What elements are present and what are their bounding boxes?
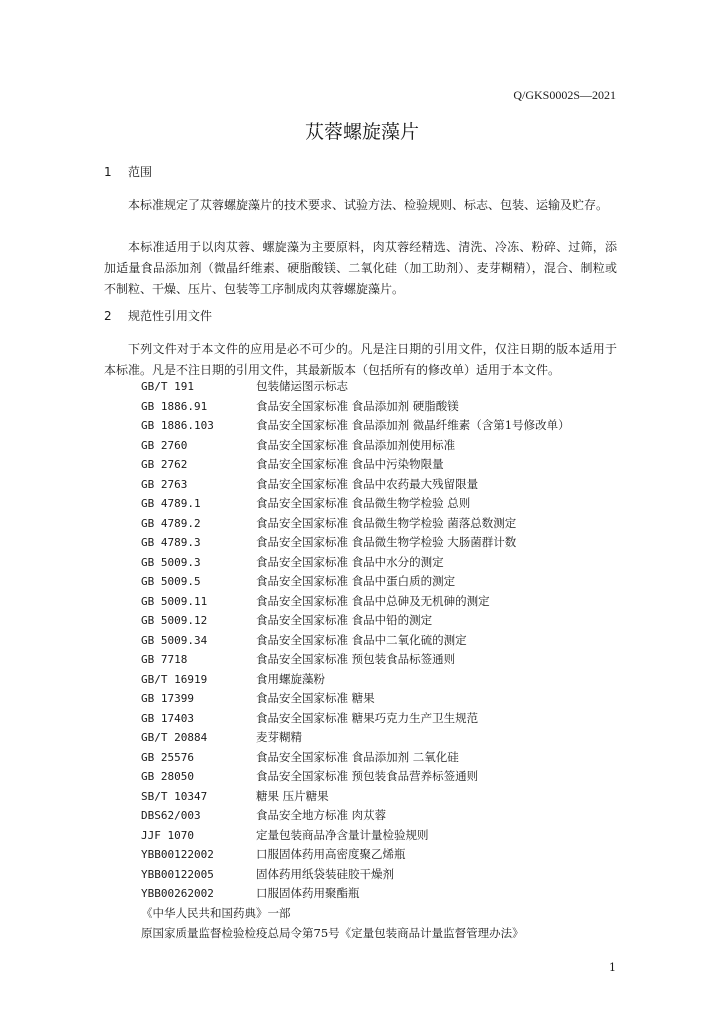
section-number: 2 [104,309,112,323]
reference-title: 食品安全国家标准 食品添加剂 硬脂酸镁 [256,398,459,413]
reference-code: GB 5009.34 [141,633,208,647]
reference-extra: 原国家质量监督检验检疫总局令第75号《定量包装商品计量监督管理办法》 [141,926,524,940]
reference-title: 食品安全国家标准 食品中蛋白质的测定 [256,574,456,588]
reference-title: 食品安全国家标准 食品中水分的测定 [256,554,444,569]
document-number: Q/GKS0002S—2021 [513,88,616,102]
reference-title: 食品安全国家标准 食品添加剂 二氧化硅 [256,749,459,764]
reference-item [141,437,570,457]
reference-code: GB 5009.3 [141,555,201,569]
reference-title: 食品安全国家标准 食品微生物学检验 大肠菌群计数 [256,535,517,549]
reference-title: 食品安全国家标准 食品中农药最大残留限量 [256,476,479,491]
reference-title: 食品安全国家标准 食品中二氧化硫的测定 [256,632,467,647]
reference-code: GB 4789.3 [141,536,201,549]
reference-item [141,632,570,652]
reference-title: 食品安全国家标准 预包装食品标签通则 [256,652,456,666]
reference-code: GB 1886.91 [141,399,208,413]
reference-title: 食品安全国家标准 糖果 [256,691,375,705]
reference-item [141,573,570,593]
reference-title: 食品安全国家标准 食品微生物学检验 总则 [256,496,471,510]
reference-code: GB/T 191 [141,380,194,393]
reference-item [141,476,570,496]
reference-title: 食品安全国家标准 食品微生物学检验 菌落总数测定 [256,515,517,530]
document-title: 苁蓉螺旋藻片 [304,121,419,143]
reference-item [141,417,570,437]
reference-item [141,398,570,418]
reference-item [141,827,570,847]
reference-code: GB 7718 [141,653,188,666]
reference-code: GB 5009.5 [141,575,201,588]
reference-item [141,710,570,730]
section-number: 1 [104,165,112,179]
reference-title: 食品安全地方标准 肉苁蓉 [256,808,387,822]
reference-item [141,612,570,632]
reference-item [141,807,570,827]
reference-item [141,749,570,769]
page-number: 1 [609,961,616,974]
reference-title: 食品安全国家标准 食品中总砷及无机砷的测定 [256,593,490,608]
reference-item [141,885,570,905]
reference-title: 麦芽糊精 [256,730,302,744]
reference-item [141,788,570,808]
reference-item [141,515,570,535]
reference-code: GB 2763 [141,477,188,491]
reference-code: YBB00122002 [141,848,214,861]
reference-title: 定量包装商品净含量计量检验规则 [256,827,429,842]
reference-title: 食品安全国家标准 食品添加剂使用标准 [256,437,456,452]
reference-item [141,593,570,613]
reference-code: GB 17403 [141,711,194,725]
reference-title: 食品安全国家标准 预包装食品营养标签通则 [256,769,479,783]
reference-extra: 《中华人民共和国药典》一部 [141,906,291,920]
reference-title: 口服固体药用聚酯瓶 [256,886,360,900]
reference-item [141,378,570,398]
reference-title: 食品安全国家标准 食品添加剂 微晶纤维素（含第1号修改单） [256,418,570,432]
reference-item [141,690,570,710]
reference-list [141,378,570,905]
reference-item [141,768,570,788]
reference-code: GB 1886.103 [141,419,214,432]
section-2-heading [104,307,212,324]
reference-item [141,456,570,476]
section-1-heading [104,163,152,180]
reference-code: GB 28050 [141,770,194,783]
paragraph: 本标准规定了苁蓉螺旋藻片的技术要求、试验方法、检验规则、标志、包装、运输及贮存。 [128,198,609,212]
reference-item [141,846,570,866]
section-title: 范围 [128,165,153,179]
reference-title: 糖果 压片糖果 [256,788,329,803]
reference-code: GB 4789.1 [141,497,201,510]
reference-item [141,651,570,671]
reference-title: 包装储运图示标志 [256,379,348,393]
reference-code: GB 25576 [141,750,194,764]
reference-title: 固体药用纸袋装硅胶干燥剂 [256,866,394,881]
reference-item [141,534,570,554]
reference-title: 食用螺旋藻粉 [256,671,325,686]
section-title: 规范性引用文件 [128,309,213,323]
reference-code: GB 2760 [141,438,188,452]
reference-code: YBB00262002 [141,887,214,900]
reference-code: GB 17399 [141,692,194,705]
reference-title: 口服固体药用高密度聚乙烯瓶 [256,847,406,861]
reference-code: GB 2762 [141,458,188,471]
reference-item [141,495,570,515]
reference-code: GB/T 16919 [141,672,208,686]
reference-code: SB/T 10347 [141,789,208,803]
reference-code: JJF 1070 [141,828,194,842]
reference-code: YBB00122005 [141,867,214,881]
reference-code: GB 5009.11 [141,594,208,608]
reference-title: 食品安全国家标准 食品中铅的测定 [256,613,433,627]
reference-item [141,729,570,749]
paragraph: 本标准适用于以肉苁蓉、螺旋藻为主要原料，肉苁蓉经精选、清洗、冷冻、粉碎、过筛，添加适量食品添加剂（微晶纤维素、硬脂酸镁、二氧化硅（加工助剂）、麦芽糊精），混合、制粒或不制粒、干燥、压片、包装等工序制成肉苁蓉螺旋藻片。 [104,240,617,296]
paragraph: 下列文件对于本文件的应用是必不可少的。凡是注日期的引用文件，仅注日期的版本适用于本标准。凡是不注日期的引用文件，其最新版本（包括所有的修改单）适用于本文件。 [104,342,617,377]
reference-title: 食品安全国家标准 糖果巧克力生产卫生规范 [256,710,479,725]
reference-code: GB 4789.2 [141,516,201,530]
reference-item [141,554,570,574]
reference-item [141,671,570,691]
reference-code: DBS62/003 [141,809,201,822]
reference-code: GB 5009.12 [141,614,208,627]
reference-code: GB/T 20884 [141,731,208,744]
reference-item [141,866,570,886]
reference-title: 食品安全国家标准 食品中污染物限量 [256,457,444,471]
